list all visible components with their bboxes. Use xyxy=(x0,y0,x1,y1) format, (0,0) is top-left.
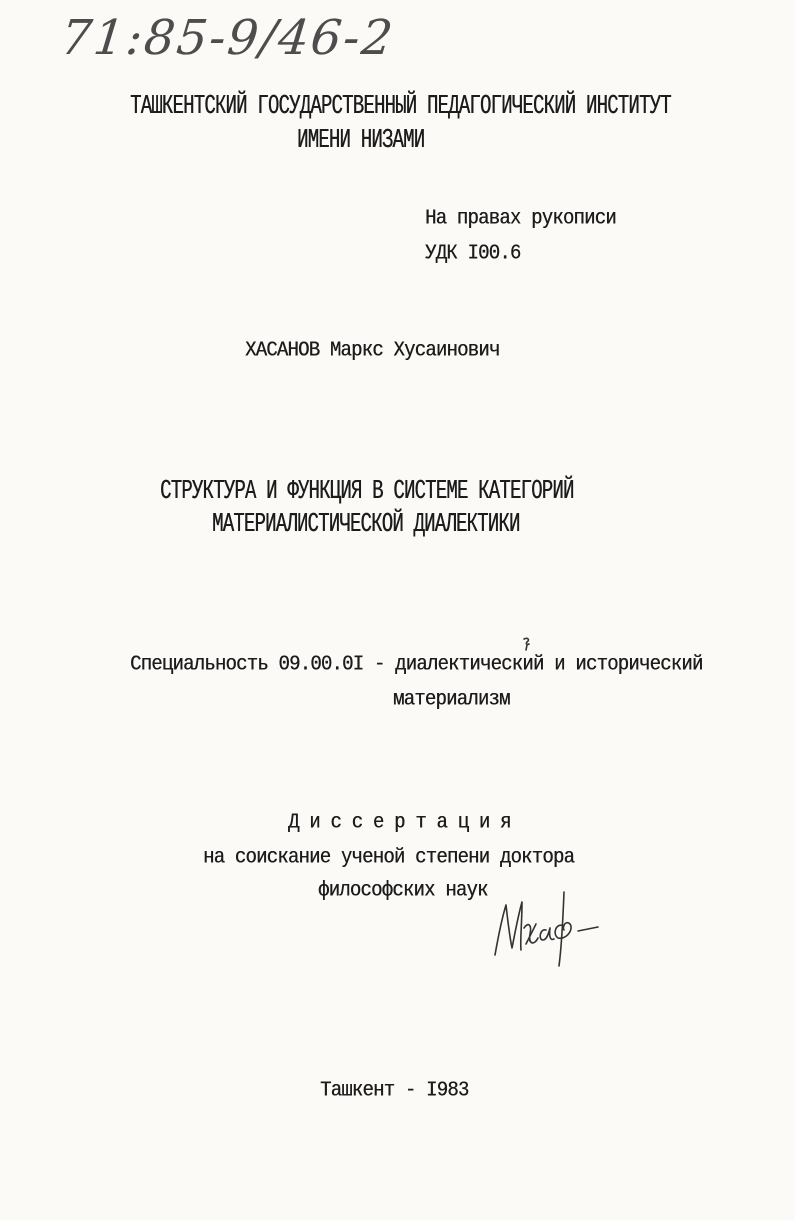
manuscript-note: На правах рукописи xyxy=(425,205,616,231)
degree-line-1: на соискание ученой степени доктора xyxy=(203,844,575,870)
handwritten-correction-mark xyxy=(520,636,534,652)
author-name: ХАСАНОВ Маркс Хусаинович xyxy=(245,337,500,363)
udc-code: УДК I00.6 xyxy=(425,240,521,266)
handwritten-signature xyxy=(480,878,605,968)
dissertation-title-line-2: МАТЕРИАЛИСТИЧЕСКОЙ ДИАЛЕКТИКИ xyxy=(212,508,520,540)
place-and-year: Ташкент - I983 xyxy=(320,1077,469,1103)
handwritten-archive-number: 71:85-9/46-2 xyxy=(58,10,398,66)
document-type: Д и с с е р т а ц и я xyxy=(288,809,511,835)
specialty-line-1: Специальность 09.00.0I - диалектический и исторический xyxy=(130,651,703,677)
dissertation-title-line-1: СТРУКТУРА И ФУНКЦИЯ В СИСТЕМЕ КАТЕГОРИЙ xyxy=(160,475,574,507)
degree-line-2: философских наук xyxy=(318,877,488,903)
institution-name: ТАШКЕНТСКИЙ ГОСУДАРСТВЕННЫЙ ПЕДАГОГИЧЕСКИЙ ИНСТИТУТ xyxy=(130,90,671,122)
specialty-line-2: материализм xyxy=(393,686,510,712)
institution-name-suffix: ИМЕНИ НИЗАМИ xyxy=(297,124,425,156)
